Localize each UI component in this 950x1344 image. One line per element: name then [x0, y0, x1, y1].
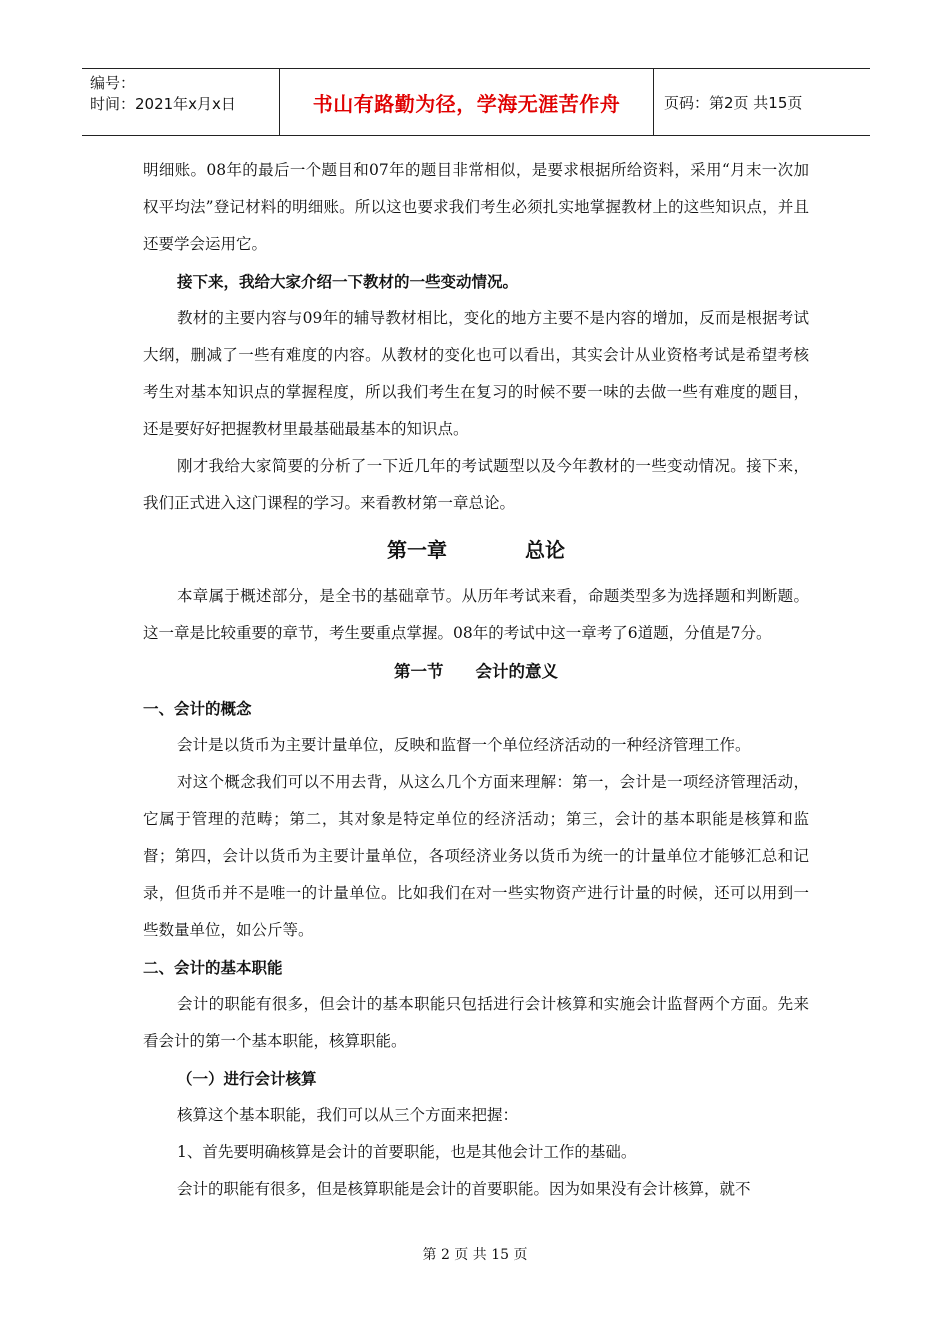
page-footer: 第 2 页 共 15 页	[422, 1247, 528, 1263]
paragraph: 对这个概念我们可以不用去背，从这么几个方面来理解：第一，会计是一项经济管理活动，它属于管理的范畴；第二，其对象是特定单位的经济活动；第三，会计的基本职能是核算和监督；第四，会计以货币为主要计量单位，各项经济业务以货币为统一的计量单位才能够汇总和记录，但货币并不是唯一的计量单位。比如我们在对一些实物资产进行计量的时候，还可以用到一些数量单位，如公斤等。	[143, 773, 809, 939]
section-title: 会计的意义	[475, 662, 558, 681]
paragraph-bold: 接下来，我给大家介绍一下教材的一些变动情况。	[177, 272, 519, 291]
header-slogan: 书山有路勤为径，学海无涯苦作舟	[312, 91, 621, 116]
sub-subsection-heading: （一）进行会计核算	[177, 1069, 317, 1088]
paragraph: 会计的职能有很多，但是核算职能是会计的首要职能。因为如果没有会计核算，就不	[177, 1180, 751, 1198]
paragraph: 刚才我给大家简要的分析了一下近几年的考试题型以及今年教材的一些变动情况。接下来，我们正式进入这门课程的学习。来看教材第一章总论。	[143, 457, 809, 512]
paragraph: 明细账。08年的最后一个题目和07年的题目非常相似，是要求根据所给资料，采用“月末一次加权平均法”登记材料的明细账。所以这也要求我们考生必须扎实地掌握教材上的这些知识点，并且还要学会运用它。	[143, 161, 809, 253]
paragraph: 会计是以货币为主要计量单位，反映和监督一个单位经济活动的一种经济管理工作。	[177, 736, 751, 754]
paragraph: 核算这个基本职能，我们可以从三个方面来把握：	[177, 1106, 519, 1124]
paragraph: 教材的主要内容与09年的辅导教材相比，变化的地方主要不是内容的增加，反而是根据考试大纲，删减了一些有难度的内容。从教材的变化也可以看出，其实会计从业资格考试是希望考核考生对基本知识点的掌握程度，所以我们考生在复习的时候不要一味的去做一些有难度的题目，还是要好好把握教材里最基础最基本的知识点。	[143, 309, 809, 438]
document-time-label: 时间：2021年x月x日	[90, 95, 236, 113]
paragraph: 1、首先要明确核算是会计的首要职能，也是其他会计工作的基础。	[177, 1143, 637, 1161]
section-number: 第一节	[394, 662, 444, 681]
section-heading	[143, 654, 809, 690]
document-number-label: 编号：	[90, 74, 136, 92]
paragraph: 本章属于概述部分，是全书的基础章节。从历年考试来看，命题类型多为选择题和判断题。这一章是比较重要的章节，考生要重点掌握。08年的考试中这一章考了6道题，分值是7分。	[143, 587, 809, 642]
header-slogan-cell	[280, 69, 654, 135]
subsection-heading: 一、会计的概念	[143, 699, 252, 718]
header-left-cell	[82, 69, 280, 135]
subsection-heading: 二、会计的基本职能	[143, 958, 283, 977]
chapter-number: 第一章	[387, 538, 447, 562]
chapter-heading	[143, 532, 809, 568]
page-header	[82, 68, 870, 136]
document-body	[143, 152, 809, 1208]
chapter-title: 总论	[525, 538, 565, 562]
paragraph: 会计的职能有很多，但会计的基本职能只包括进行会计核算和实施会计监督两个方面。先来看会计的第一个基本职能，核算职能。	[143, 995, 809, 1050]
header-page-info: 页码：第2页 共15页	[664, 93, 803, 112]
